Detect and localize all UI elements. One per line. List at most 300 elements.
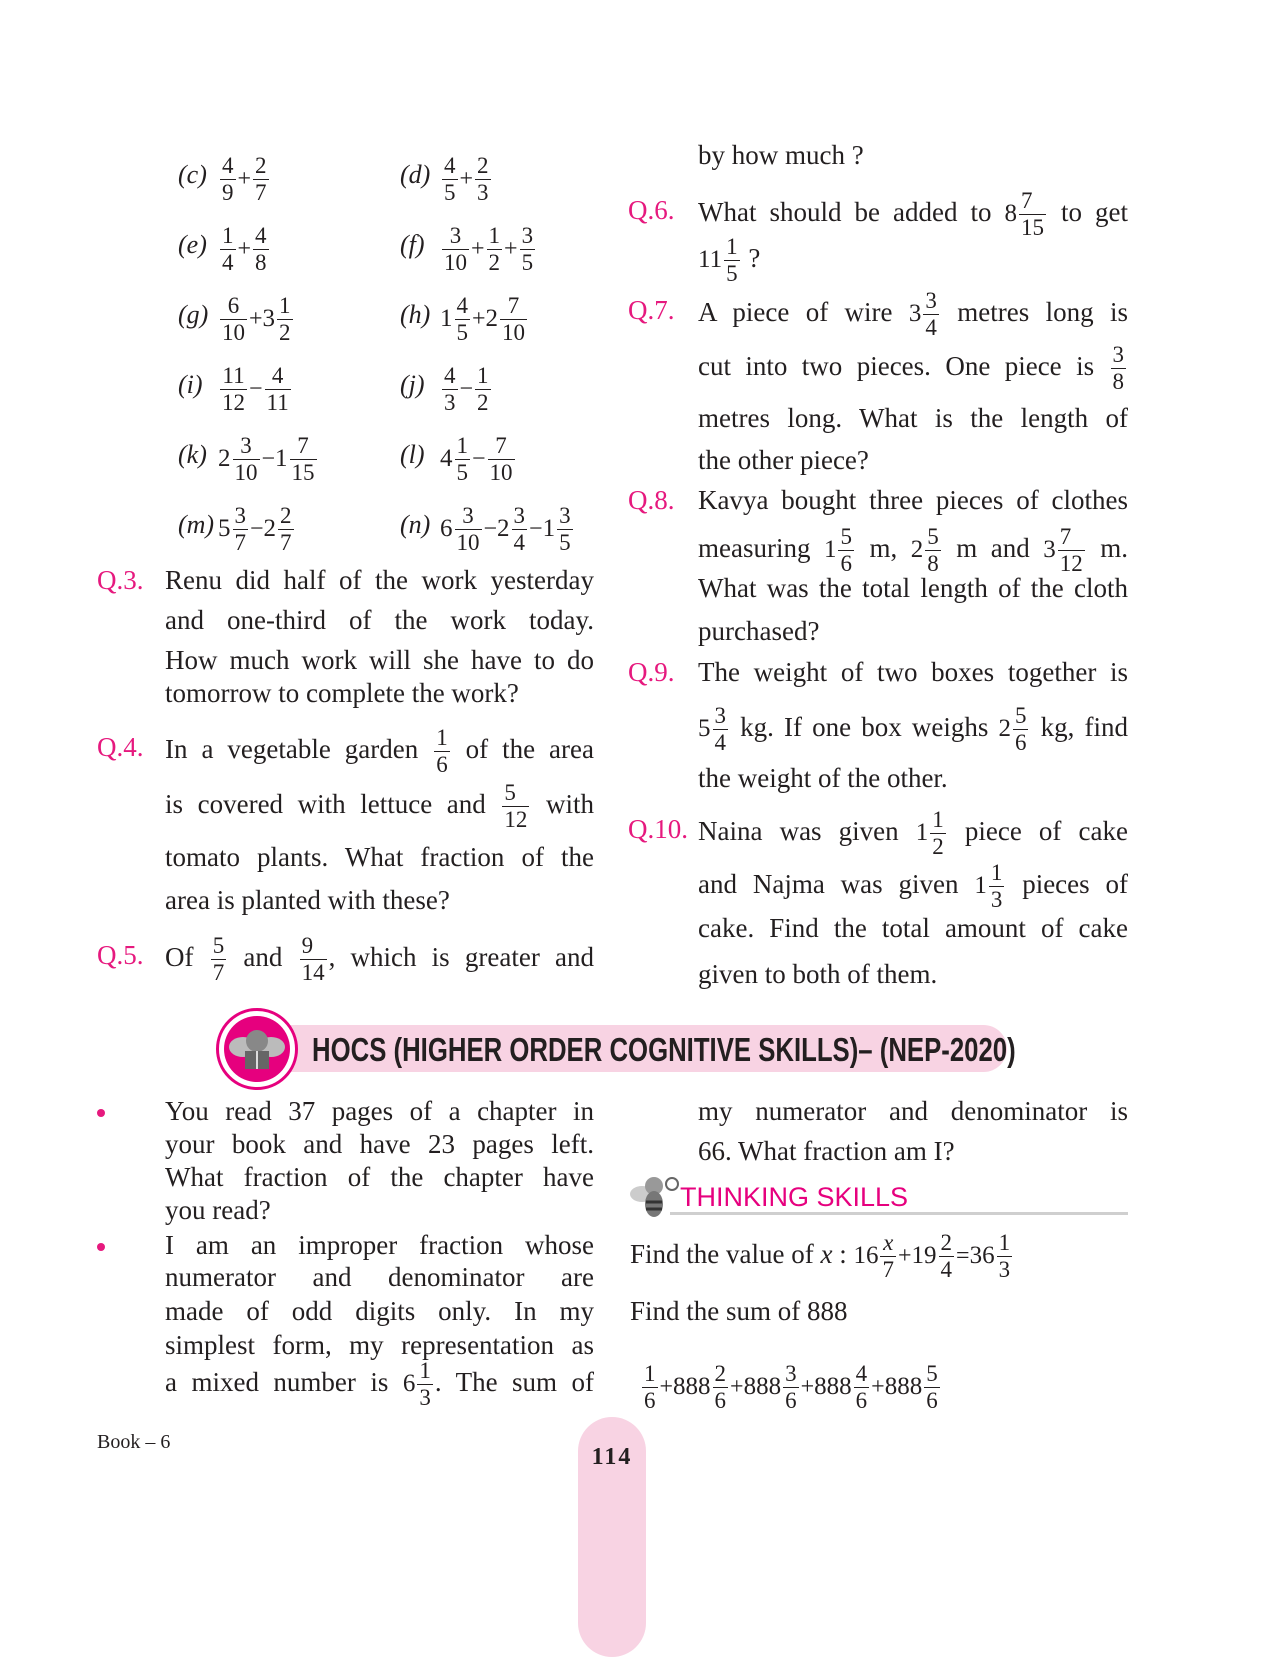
numerator: 3 [455,503,482,530]
operator: − [249,376,263,403]
text-segment: my numerator and denominator is [698,1096,1128,1126]
numerator: 5 [502,780,529,807]
text-segment: Find the sum of 888 [630,1296,848,1326]
exercise-label: (k) [178,440,207,469]
question-number: Q.10. [628,814,688,844]
fraction [263,363,293,416]
question-number: Q.5. [97,940,144,970]
mixed-number [673,1361,730,1414]
denominator: 7 [234,530,246,556]
fraction [486,433,517,486]
operator: − [250,516,264,543]
fraction-stack [713,703,729,757]
whole-part: 36 [969,1242,995,1270]
operator: + [504,236,518,263]
operator: + [459,166,474,193]
denominator: 10 [456,530,480,556]
numerator: 7 [1019,188,1046,215]
numerator: 2 [278,503,294,530]
denominator: 4 [513,530,526,556]
text-segment: tomato plants. What fraction of the [165,842,594,872]
fraction-stack [455,433,471,487]
numerator: 5 [1013,703,1029,730]
fraction [1109,342,1129,395]
exercise-label: (m) [178,510,215,539]
question-line [698,756,1128,800]
numerator: 4 [455,293,471,320]
mixed-number [998,703,1030,756]
denominator: 5 [521,250,534,276]
operator: − [261,446,276,473]
operator: = [956,1243,970,1270]
fraction-stack [475,363,491,417]
text-segment: What was the total length of the cloth [698,573,1128,603]
fraction-stack [253,153,269,207]
numerator: 4 [442,363,458,390]
question-line [698,133,1128,177]
denominator: 4 [940,1257,953,1283]
fraction-stack [713,1361,729,1415]
numerator: 1 [487,223,503,250]
fraction-stack [442,153,458,207]
whole-part: 6 [402,1370,416,1398]
whole-part: 3 [262,305,276,333]
exercise-label: (h) [400,300,431,329]
fraction-stack [220,363,247,417]
mixed-number [884,1361,942,1414]
operator: + [237,166,252,193]
fraction-stack [930,807,946,861]
question-line [698,566,1128,610]
mixed-number [1004,188,1048,241]
question-line [165,558,594,602]
thinking-line [630,1230,1014,1283]
denominator: 5 [456,460,468,486]
fraction-stack [488,433,515,487]
numerator: 3 [1111,342,1127,369]
question-line [165,598,594,642]
denominator: 5 [444,180,456,206]
exercise-expression [218,223,271,276]
fraction-stack [1013,703,1029,757]
fraction [440,363,460,416]
whole-part: 888 [673,1373,711,1401]
numerator: 5 [925,524,941,551]
question-line [698,609,1128,653]
text-segment: x [820,1239,833,1270]
text-segment: In a vegetable garden [165,734,433,765]
mixed-number [743,1361,801,1414]
question-line [698,288,1128,341]
denominator: 6 [926,1388,938,1414]
question-line [698,188,1128,241]
whole-part: 2 [497,515,510,543]
operator: + [730,1374,744,1401]
numerator: 4 [265,363,291,390]
question-line [698,906,1128,950]
denominator: 6 [1014,730,1027,756]
numerator: 7 [488,433,515,460]
fraction-stack [442,363,458,417]
fraction-stack [939,1230,955,1284]
fraction-stack [923,288,939,342]
text-segment: area is planted with these? [165,885,450,915]
whole-part: 888 [884,1373,923,1401]
exercise-label: (n) [400,510,431,539]
fraction-stack [220,293,247,347]
fraction-stack [487,223,503,277]
mixed-number [262,293,295,346]
mixed-number [1043,524,1087,577]
question-line [165,835,594,879]
text-segment: metres long. What is the length of [698,403,1128,433]
bullet-line [165,1358,594,1411]
text-segment: is covered with lettuce and [165,789,501,820]
numerator: 9 [300,933,327,960]
whole-part: 2 [998,715,1011,743]
text-segment: the weight of the other. [698,763,948,793]
exercise-expression [218,293,295,346]
denominator: 5 [559,530,571,556]
whole-part: 4 [440,445,453,473]
whole-part: 3 [908,300,922,328]
denominator: 8 [1112,369,1124,395]
fraction-stack [265,363,291,417]
denominator: 4 [714,730,726,756]
text-segment: a mixed number is [165,1367,403,1398]
whole-part: 5 [218,515,231,543]
denominator: 2 [488,250,501,276]
numerator: 1 [724,234,740,261]
operator: − [472,446,486,473]
numerator: 1 [417,1358,433,1385]
operator: + [871,1374,885,1401]
numerator: 3 [783,1361,799,1388]
exercise-label: (d) [400,160,431,189]
text-segment: the other piece? [698,445,869,475]
numerator: 1 [989,860,1005,887]
text-segment: numerator and denominator are [165,1262,594,1292]
whole-part: 1 [823,536,837,564]
numerator: 4 [253,223,269,250]
fraction [485,223,505,276]
fraction-stack [290,433,317,487]
numerator: 2 [475,153,491,180]
text-segment: and [228,942,298,973]
question-line [165,933,594,986]
fraction-stack [233,433,260,487]
whole-part: 888 [814,1373,852,1401]
numerator: 7 [290,433,317,460]
denominator: 3 [444,390,456,416]
mixed-number [911,1230,957,1283]
numerator: 7 [1058,524,1085,551]
exercise-expression [218,363,293,416]
operator: − [483,516,498,543]
denominator: 10 [489,460,513,486]
text-segment: purchased? [698,616,820,646]
whole-part: 19 [911,1242,937,1270]
text-segment: A piece of wire [698,297,909,328]
exercise-label: (j) [400,370,425,399]
denominator: 6 [714,1388,727,1414]
exercise-expression [440,153,493,206]
question-line [165,878,594,922]
mixed-number [974,860,1006,913]
denominator: 2 [932,834,944,860]
denominator: 3 [990,887,1003,913]
mixed-number [853,1230,898,1283]
denominator: 2 [279,320,291,346]
operator: + [800,1374,815,1401]
denominator: 8 [255,250,267,276]
whole-part: 5 [698,715,711,743]
fraction [251,153,271,206]
numerator: 1 [475,363,491,390]
question-line [698,703,1128,756]
numerator: x [880,1230,896,1257]
denominator: 6 [855,1388,868,1414]
thinking-skills-title: THINKING SKILLS [680,1182,909,1212]
question-line [698,524,1128,577]
question-number: Q.4. [97,732,144,762]
denominator: 12 [504,807,528,833]
numerator: 4 [220,153,236,180]
denominator: 10 [222,320,245,346]
question-line [165,671,594,715]
question-number: Q.7. [628,295,675,325]
text-segment: to get [1047,197,1128,228]
numerator: 3 [233,433,260,460]
text-segment: kg. If one box weighs [730,712,999,743]
fraction-stack [997,1230,1013,1284]
text-segment: What should be added to [698,197,1005,228]
question-line [698,396,1128,440]
mixed-number [263,503,296,556]
text-segment: and Najma was given [698,869,975,900]
exercise-expression [440,433,517,486]
whole-part: 1 [974,872,987,900]
bee-magnifier-icon [628,1172,680,1222]
denominator: 12 [222,390,245,416]
fraction-stack [220,153,236,207]
numerator: 3 [442,223,469,250]
operator: − [459,376,474,403]
question-line [698,438,1128,482]
hocs-title: HOCS (HIGHER ORDER COGNITIVE SKILLS)– (NEP-2020) [312,1031,1016,1068]
fraction-stack [642,1361,658,1415]
text-segment: cut into two pieces. One piece is [698,351,1109,382]
bullet-line [698,1089,1128,1133]
fraction [473,363,493,416]
fraction-stack [880,1230,896,1284]
denominator: 6 [644,1388,656,1414]
question-line [698,342,1128,395]
denominator: 3 [419,1385,431,1411]
exercise-label: (f) [400,230,425,259]
text-segment: m, [855,533,911,564]
denominator: 14 [301,960,325,986]
numerator: 6 [220,293,247,320]
numerator: 5 [838,524,854,551]
denominator: 5 [726,261,738,287]
denominator: 6 [436,752,448,778]
denominator: 10 [234,460,258,486]
text-segment: I am an improper fraction whose [165,1230,594,1260]
exercise-label: (e) [178,230,207,259]
fraction-stack [455,503,482,557]
numerator: 2 [253,153,269,180]
numerator: 7 [500,293,527,320]
fraction-stack [220,223,236,277]
fraction-stack [434,725,450,779]
exercise-expression [218,153,271,206]
text-segment: How much work will she have to do [165,645,594,675]
text-segment: m. [1086,533,1128,564]
text-segment: metres long is [940,297,1128,328]
whole-part: 1 [440,305,453,333]
operator: − [529,516,543,543]
text-segment: The weight of two boxes together is [698,657,1128,687]
text-segment: Renu did half of the work yesterday [165,565,594,595]
numerator: 1 [220,223,236,250]
numerator: 3 [713,703,729,730]
exercise-expression [218,433,319,486]
text-segment: : [832,1239,854,1270]
denominator: 11 [266,390,289,416]
denominator: 15 [1020,215,1044,241]
mixed-number [497,503,529,556]
mixed-number [402,1358,435,1411]
fraction-stack [278,503,294,557]
denominator: 12 [1059,551,1083,577]
fraction [209,933,229,986]
bullet-icon [97,1243,105,1251]
text-segment: by how much ? [698,140,864,170]
text-segment: Naina was given [698,816,916,847]
denominator: 5 [456,320,468,346]
text-segment: of the area [451,734,594,765]
mixed-number [485,293,530,346]
text-segment: simplest form, my representation as [165,1330,594,1360]
fraction-stack [854,1361,870,1415]
question-line [698,478,1128,522]
text-segment: Kavya bought three pieces of clothes [698,485,1128,515]
exercise-expression [440,293,529,346]
whole-part: 2 [910,536,924,564]
exercise-label: (c) [178,160,207,189]
operator: + [897,1243,912,1270]
question-line [698,234,1128,287]
whole-part: 3 [1043,536,1056,564]
mixed-number [910,524,943,577]
operator: + [472,306,486,333]
numerator: 1 [277,293,293,320]
question-line [698,860,1128,913]
fraction-stack [277,293,293,347]
fraction-stack [417,1358,433,1412]
text-segment: m and [942,533,1044,564]
denominator: 7 [280,530,292,556]
fraction-stack [442,223,469,277]
whole-part: 11 [698,246,723,274]
fraction-stack [783,1361,799,1415]
question-line [698,952,1128,996]
numerator: 2 [939,1230,955,1257]
text-segment: measuring [698,533,824,564]
fraction [518,223,538,276]
denominator: 15 [291,460,315,486]
mixed-number [915,807,948,860]
denominator: 9 [222,180,234,206]
fraction-stack [924,1361,940,1415]
denominator: 3 [477,180,489,206]
text-segment: pieces of [1006,869,1128,900]
denominator: 4 [925,315,937,341]
fraction-stack [475,153,491,207]
question-number: Q.9. [628,657,675,687]
exercise-label: (l) [400,440,425,469]
bullet-line [698,1129,1128,1173]
fraction-stack [724,234,740,288]
bee-reading-icon [216,1008,298,1090]
mixed-number [698,234,742,287]
question-number: Q.3. [97,565,144,595]
mixed-number [969,1230,1015,1283]
whole-part: 2 [218,445,231,473]
fraction-stack [520,223,536,277]
fraction [218,363,249,416]
denominator: 4 [222,250,234,276]
mixed-number [814,1361,871,1414]
denominator: 3 [998,1257,1011,1283]
exercise-expression [440,223,537,276]
numerator: 4 [854,1361,870,1388]
mixed-number [823,524,856,577]
text-segment: tomorrow to complete the work? [165,678,519,708]
numerator: 1 [434,725,450,752]
mixed-number [542,503,575,556]
numerator: 3 [512,503,528,530]
exercise-expression [218,503,296,556]
text-segment: 66. What fraction am I? [698,1136,955,1166]
mixed-number [440,503,484,556]
fraction-stack [1111,342,1127,396]
exercise-label: (i) [178,370,203,399]
page-number: 114 [591,1444,633,1470]
text-segment: . The sum of [434,1367,594,1398]
numerator: 5 [924,1361,940,1388]
fraction [440,223,471,276]
numerator: 1 [930,807,946,834]
fraction [218,293,249,346]
whole-part: 888 [743,1373,782,1401]
fraction-stack [253,223,269,277]
denominator: 7 [212,960,225,986]
numerator: 4 [442,153,458,180]
numerator: 11 [220,363,247,390]
fraction [640,1361,660,1414]
fraction [251,223,271,276]
denominator: 10 [502,320,526,346]
denominator: 8 [927,551,939,577]
numerator: 1 [642,1361,658,1388]
whole-part: 2 [485,305,499,333]
text-segment: piece of cake [947,816,1128,847]
denominator: 2 [477,390,489,416]
fraction [218,153,238,206]
text-segment: , which is greater and [328,942,594,973]
